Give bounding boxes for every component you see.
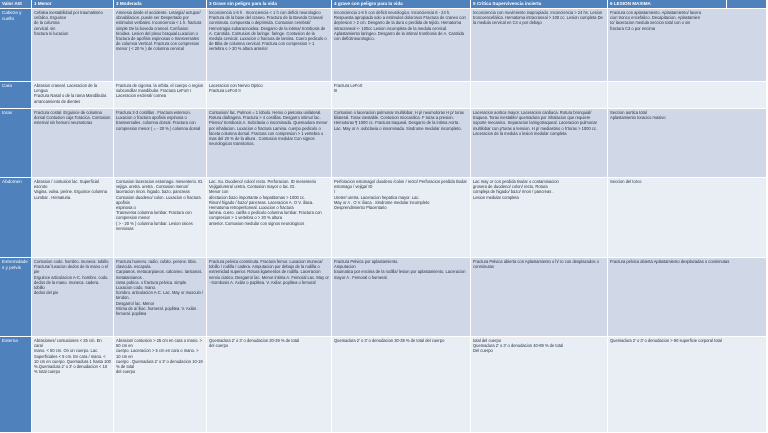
table-cell: Laceracion aortica mayor. Laceracion cardiaca. Rotura bronquial/ traquea. Torax inestable/ quemadura por inhalacion que requiere soporte mecanico. Separacion laringotraqueal. Laceracion pulmonar multilobar con p'torax a tension. H p/ mediastino o h'torax > 1000 cc. Laceracion de la medula o lesion medular completa bbox=[471, 109, 608, 178]
table-cell: Fractura LeFort III bbox=[332, 82, 471, 109]
table-cell: Inconciencia 1-6 h con deficit neurologico. Inconciencia 6 - 24 h. Respuesta apropiada solo a estimulos dolorosos Fractura de craneo con depresion > 2 cm. Desgarro de la dura o perdida de tejido. Hematoma intracraneal <- 100cc Lesion incompleta de la medula cervical. Aplastamiento laringeo. Desgarro de la intima/ trombosis de A. Carotida con deficitneurologico. bbox=[332, 9, 471, 82]
table-cell: Quemadura 2' o 3' o denudacion > 90 superficie corporal total bbox=[608, 337, 767, 433]
table-cell: Fractura costal. Erguince de columna dorsal Contusion caja Toracica. Contusion esternal sin hemoni neumotorax bbox=[32, 109, 114, 178]
table-cell: Fractura de cigoma. la orbita. el cuerpo o region subcondilar mandibular. Fractura LeFort I Laceracion escleral/ cornea bbox=[114, 82, 207, 109]
table-cell: Amnesia darde el accidente. Letargia/ actupor/ obnubilacion. puede ser Despertado por estimulos verbales. Inconciencia < 1 h. fractura simple De la boveda craneal. Confusion tiroidea. Lesion del plexo braquial.Luxacion o fractura de apofisis espinosas o transversales de columna Vertical. Fractura con compresion menor ( < 20 % ) de columna cervical bbox=[114, 9, 207, 82]
table-cell bbox=[608, 82, 767, 109]
header-cell: 4 grave con peligro para la vida bbox=[332, 0, 471, 9]
table-cell: Seccion del torco bbox=[608, 178, 767, 258]
table-cell: Fractura Pelvica abierta con Aplastamiento o h/ ro con desplazados o conminutas bbox=[471, 258, 608, 337]
table-cell: Fractura pelvica abierta Aplastamiento desplazadas o conminutas bbox=[608, 258, 767, 337]
row-label: Abdomen bbox=[0, 178, 32, 258]
table-cell: Fractura Pelvica por aplastamiento. Amputacion traumatica por encima de la rodilla/ lesion por aplastamiento. Laceracion mayor A . Femoral o humeral. bbox=[332, 258, 471, 337]
table-cell: Fractura 2-3 costillas . Fractura esternon. Luxacion o fractura apofisis espinosa o transversales. columna dorsal. Fractura con compresion menor ( = - 20 % ) columna dorsal bbox=[114, 109, 207, 178]
row-label: Cara bbox=[0, 82, 32, 109]
header-cell: 3 Moderada bbox=[114, 0, 207, 9]
table-cell: Fractura humero. radio. cubito. perone. tibia. clavicula. escapula. Carpianos. metacarpianos. calcaneo. tarsianos. metatarsianos . rama pubica. o fractura pelvica. simple. Luxacion codo. mano. hombro. articulacion A-C. Lac. May or musculo / tendon. Desgarro/ lac. Menor Intima de a/ iliac. humeral. poplitea. V. Axilar . femoral. poplitea bbox=[114, 258, 207, 337]
table-cell: Seccion aortica total Aplastamiento toracico masivo bbox=[608, 109, 767, 178]
table-cell: Inconciencia 1-6 h . Inconciencia < 1 h con deficit neurologico Fractura de la base del craneo. Fractura de la Boveda Craneal conminuta. compuesta o deprimida. Contusion cerebral/ Hemorragia subaracnoidea. Desgarro de la intima/ trombosis de A. Carotida. Contusion de laringe. faringe. Contusion de la medula cervical. Luxacion o fractura de lamina. Cuero pediculo o de Bilia de columna cervical. Fractura con compresion > 1 vertebra o > 20 % altura anterior bbox=[207, 9, 332, 82]
table-cell: Quemadura 2' o 3' o denudacion 30-39 % de total del cuerpo bbox=[332, 337, 471, 433]
table-cell: Lac. Su. Duodeno/ colon/ recto. Perforacion. ID mesenterio Vejiga/uretra/ uretra. Contusion mayor o lac. ID. Menor con afectacion bazo importante o hepatitomas > 1000 cc. Rinon/ higado / bazo/ pancreas. Laceracion A. O V. iliaca. Hematoma retroperitoneal. Luxacion o fractura lamina. cuero. carilla o pediculo columna lumbar. Fractura con compresion > 1 vertebra o > 20 % altura anterior. Contusion medular con signos neurologicos bbox=[207, 178, 332, 258]
table-cell: total del cuerpo Quemadura 2' o 3' o denudacion 40-89 % de total Del cuerpo bbox=[471, 337, 608, 433]
header-cell: Valor AIS bbox=[0, 0, 32, 9]
table-cell: Contusion codo. hombro. muneca. tobillo. Fractura/ luxacion dedos de la mano o el pie Erguince articulacion A-C. hombro. codo. dedos de la mano. muneca. cadera. tobillo dedos del pie bbox=[32, 258, 114, 337]
header-cell: 1 Menor bbox=[32, 0, 114, 9]
header-cell: 6 LESION MAXIMA bbox=[608, 0, 727, 9]
table-cell: Quemadura 2' o 3' o denudacion 20-29 % de total del cuerpo bbox=[207, 337, 332, 433]
table-cell: Abrasion craneal. Laceracion de la Lengua Fractura Nasal o de la rama Mandibular. arrancamiento de dientes bbox=[32, 82, 114, 109]
row-label: Extremidades y pelvis bbox=[0, 258, 32, 337]
table-cell: Fractura con aplastamiento. Aplastamiento/ lacera cion tronco encefalico. Decapitacion. Aplastamien to/ laceracion medula seccion total con o sin fractura C3 o por encima bbox=[608, 9, 767, 82]
table-cell: Perforacion estomago/ duodeno /colon / recto/ Perforacion perdida tisular estomago / vejiga/ ID / Ureter/ uretra. Laceracion hepatica mayor. Lac. May or A . O V. iliaca . Sindrome medular incompleto Desprendimiento Placentario bbox=[332, 178, 471, 258]
header-cell: 5 Critica Supervivencia incierta bbox=[471, 0, 608, 9]
table-cell: Cefalea inestabilidad por traumatismo cefalico. Erguince de la columna cervical. sin fractura ni lucacion bbox=[32, 9, 114, 82]
table-cell: Laceracion con Nervio Optico Fractura LeFort II bbox=[207, 82, 332, 109]
table-cell: Contusion o laceracion pulmonar multilobar. H p/ neumotorax H p/ torax bilateral. Torax inestable. Contusion miocardica. F torax a presion. Hemotorax ¶ 1000 cc. Fractura traqueal. Desgarro de la intima Aorta . Lac. May or A .subclavia o innominada. Sindrome medular incompleto. bbox=[332, 109, 471, 178]
table-cell: Lac may or con perdida tisular o contaminacion grosera de duodeno/ colon/ recto. Rotura compleja de higado/ bazo/ rinon / pancreas . Lesion medular completa bbox=[471, 178, 608, 258]
table-cell: Abrasion / contusion lac. Superficial escroto Vagina. vulva. perine. Erguince columna Lumbar . Hematuria. bbox=[32, 178, 114, 258]
header-cell bbox=[727, 0, 767, 9]
table-cell: Abrasiones/ contusiones < 25 cm. En cara/ mano. < 50 cm. On un cuerpo. Lac. Superficiales < 5 cm. En cara / mano. < 10 cm en cuerpo. Quemadura 1 hasta 100 %.Quemadura 2' o 3' o denudacion < 10 % total cuerpo bbox=[32, 337, 114, 433]
row-label: Cabeza y cuello bbox=[0, 9, 32, 82]
table-cell: Abrasion/ contusion > 25 cm en cara o mano. > 50 cm en cuerpo. Laceracion > 5 cm en cara o mano. > 10 cm en cuerpo . Quemadura 2' o 3' o denudacion 10-19 % de total del cuerpo bbox=[114, 337, 207, 433]
row-label: Externa bbox=[0, 337, 32, 433]
header-cell: 3 Grave sin peligro para la vida bbox=[207, 0, 332, 9]
table-cell: Fractura pelvica conminuta. Fractura femur. Luxacion muneca/ tobillo / rodilla / cadera. Amputacion por debajo de la rodilla o extremidad superior. Rotura ligamentos de rodilla. Laceracion nervio ciatico. Desgarro/ lac. Menor intima A. Femoral Lac. May or - trombosis A. Axilar o poplitea. V. Axilar. poplitea o femoral bbox=[207, 258, 332, 337]
table-cell: Contusion laceracion estomago. mesenterio. ID. vejiga. uretra. uretra . Contusion menor/ laceracion rinon. higado. bazo. pancreas Contusion duodeno/ colon. Luxacion o fractura apofisis espinosa o Transversa columna lumbar. Fractura con compresion menor ( > - 20 % ) columna lumbar. Lesion raices nerviosas bbox=[114, 178, 207, 258]
table-cell: Inconciencia con movimiento inapropiado. Inconciencia > 24 hs. Lesion troncoencefalica. Hematoma intracraneal > 100 cc. Lesion completa De la medula cervical en C4 o por debajo bbox=[471, 9, 608, 82]
row-label: torax bbox=[0, 109, 32, 178]
table-cell: Contusion/ lac. Pulmon = 1 lobulo. Hemo o pietorax unilateral. Rotura diafragma. Fractura > 4 costillas. Desgarro intimo/ lac. Pienso/ trombosis A. Subclavia o innominada. Quemadura menor por inhalacion. Luxacion o fractura Lamina. cuerpo pediculo o faceta columna dorsal. Fractura con compresion > 1 vertebra o mas del 20 % de la altura . Contusion medular Con signos neurologicos transitorios. bbox=[207, 109, 332, 178]
table-cell bbox=[471, 82, 608, 109]
